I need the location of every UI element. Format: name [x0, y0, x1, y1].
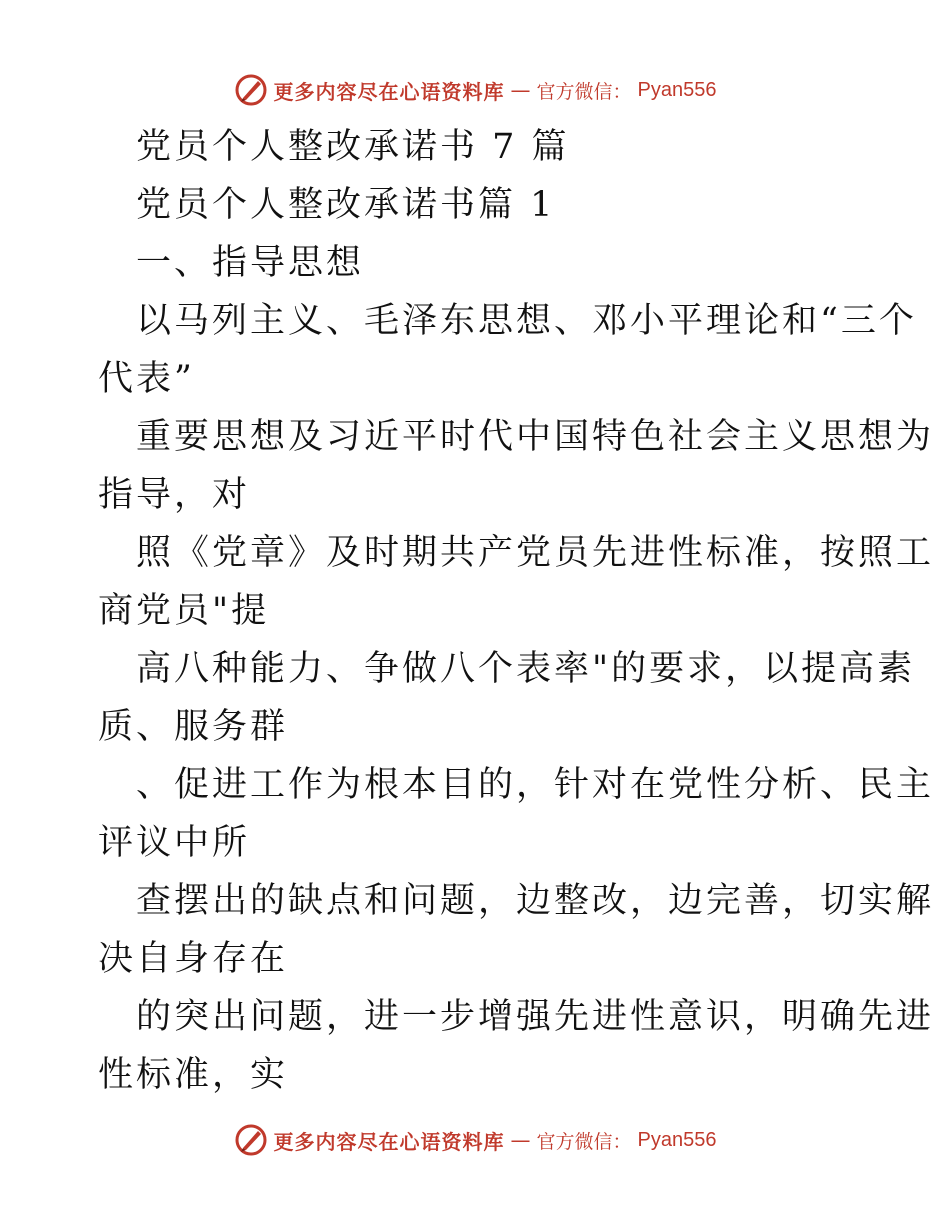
document-line: 以马列主义、毛泽东思想、邓小平理论和“三个 — [136, 301, 917, 341]
document-line: 党员个人整改承诺书 7 篇 — [136, 127, 570, 167]
document-line: 的突出问题，进一步增强先进性意识，明确先进 — [136, 997, 935, 1037]
footer-watermark-banner — [0, 1120, 950, 1160]
header-watermark-banner — [0, 70, 950, 110]
banner-separator: — — [510, 78, 531, 102]
document-line: 评议中所 — [98, 823, 251, 863]
document-line: 高八种能力、争做八个表率"的要求，以提高素 — [136, 649, 916, 689]
banner-main-text: 更多内容尽在心语资料库 — [273, 79, 505, 104]
document-line: 查摆出的缺点和问题，边整改，边完善，切实解 — [136, 881, 935, 921]
feather-pen-logo-icon — [234, 73, 268, 107]
banner-wechat-id: Pyan556 — [637, 78, 717, 101]
document-line: 质、服务群 — [98, 707, 289, 747]
document-line: 照《党章》及时期共产党员先进性标准，按照工 — [136, 533, 935, 573]
banner-separator: — — [510, 1128, 531, 1152]
document-line: 性标准，实 — [98, 1055, 289, 1095]
document-line: 党员个人整改承诺书篇 1 — [136, 185, 556, 225]
banner-wechat-label: 官方微信： — [536, 1130, 632, 1153]
document-line: 决自身存在 — [98, 939, 289, 979]
document-line: 、促进工作为根本目的，针对在党性分析、民主 — [136, 765, 935, 805]
feather-pen-logo-icon — [234, 1123, 268, 1157]
document-line: 指导，对 — [98, 475, 251, 515]
document-line: 重要思想及习近平时代中国特色社会主义思想为 — [136, 417, 935, 457]
document-line: 商党员"提 — [98, 591, 270, 631]
banner-wechat-id: Pyan556 — [637, 1128, 717, 1151]
banner-main-text: 更多内容尽在心语资料库 — [273, 1129, 505, 1154]
banner-wechat-label: 官方微信： — [536, 80, 632, 103]
document-body — [98, 118, 935, 1104]
document-line: 一、指导思想 — [136, 243, 365, 283]
document-line: 代表” — [98, 359, 195, 399]
